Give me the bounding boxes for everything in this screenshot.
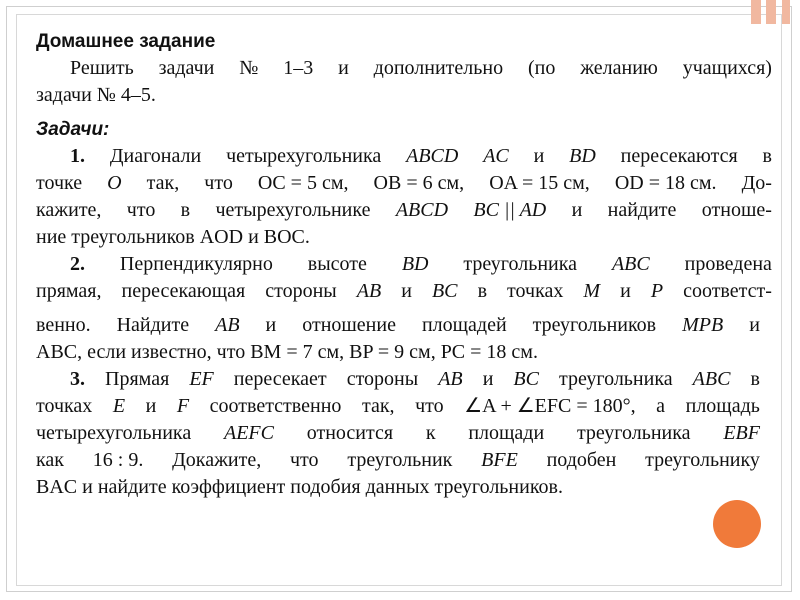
word: Докажите, [172, 449, 262, 471]
word: что [415, 395, 444, 417]
word: отноше- [701, 199, 772, 221]
word: стороны [265, 280, 337, 302]
word: проведена [684, 253, 772, 275]
word: 1–3 [283, 57, 314, 79]
word: OA = 15 см, [489, 172, 590, 194]
word: треугольнику [645, 449, 760, 471]
task3-line-2 [36, 393, 760, 420]
word: ∠A + ∠EFC = 180°, [464, 395, 636, 417]
word: что [290, 449, 319, 471]
task3-line-4 [36, 447, 760, 474]
word: BFE [481, 449, 518, 471]
word: венно. [36, 314, 91, 336]
word: пересекающая [121, 280, 246, 302]
word: ABC [692, 368, 731, 390]
scan-top [36, 28, 772, 316]
scan-bottom [36, 312, 760, 498]
word: треугольника [576, 422, 691, 444]
word: так, [361, 395, 395, 417]
word: и [338, 57, 349, 79]
word: точках [36, 395, 93, 417]
word: и [265, 314, 277, 336]
word: и [749, 314, 760, 336]
task2-line-1 [36, 251, 772, 278]
word: высоте [307, 253, 367, 275]
word: а [656, 395, 666, 417]
word: отношение [302, 314, 396, 336]
word: и [482, 368, 494, 390]
word: площадей [421, 314, 507, 336]
word: треугольника [559, 368, 673, 390]
word: До- [741, 172, 772, 194]
task2-line-3 [36, 312, 760, 339]
word: OC = 5 см, [257, 172, 349, 194]
word: BD [569, 145, 596, 167]
word: F [176, 395, 190, 417]
word: AC [483, 145, 509, 167]
task1-line-2 [36, 170, 772, 197]
task2-number: 2. [70, 253, 85, 275]
word: Диагонали [109, 145, 202, 167]
word: BD [401, 253, 429, 275]
word: как [36, 449, 65, 471]
word: соответст- [683, 280, 772, 302]
word: кажите, [36, 199, 102, 221]
word: точках [507, 280, 564, 302]
word: четырехугольнике [215, 199, 371, 221]
word: BC [431, 280, 458, 302]
word: ABCD [395, 199, 449, 221]
word: AB [356, 280, 382, 302]
task1-line-3 [36, 197, 772, 224]
homework-line-1 [36, 55, 772, 82]
word: стороны [346, 368, 419, 390]
word: найдите [607, 199, 677, 221]
homework-heading: Домашнее задание [36, 31, 216, 52]
task1-number: 1. [70, 145, 85, 167]
word: прямая, [36, 280, 102, 302]
word: так, [146, 172, 180, 194]
decor-stripe [766, 0, 776, 24]
word: желанию [580, 57, 658, 79]
word: треугольник [347, 449, 453, 471]
word: EF [189, 368, 214, 390]
word: и [620, 280, 631, 302]
word: EBF [723, 422, 760, 444]
word: задачи [158, 57, 215, 79]
task1-line-1 [36, 143, 772, 170]
word: дополнительно [373, 57, 504, 79]
task3-number: 3. [70, 368, 85, 390]
word: (по [527, 57, 556, 79]
word: площади [468, 422, 545, 444]
decor-stripe [782, 0, 790, 24]
task2-line-4: ABC, если известно, что BM = 7 см, BP = 9 см, PC = 18 см. [36, 341, 538, 363]
word: относится [306, 422, 394, 444]
word: подобен [546, 449, 617, 471]
decor-circle [713, 500, 761, 548]
word: точке [36, 172, 83, 194]
word: AEFC [223, 422, 274, 444]
task2-line-2 [36, 278, 772, 305]
task1-line-4: ние треугольников AOD и BOC. [36, 226, 310, 248]
word: AB [438, 368, 463, 390]
word: № [239, 57, 259, 79]
word: соответственно [209, 395, 342, 417]
word: Прямая [105, 368, 170, 390]
word: учащихся) [682, 57, 772, 79]
word: и [145, 395, 157, 417]
word: ABC [611, 253, 650, 275]
word: в [762, 145, 772, 167]
word: в [180, 199, 191, 221]
word: четырехугольника [36, 422, 192, 444]
word: BC || AD [473, 199, 547, 221]
word: ABCD [406, 145, 459, 167]
word: и [401, 280, 412, 302]
word: OB = 6 см, [373, 172, 465, 194]
word: P [650, 280, 664, 302]
homework-line-2: задачи № 4–5. [36, 84, 156, 106]
word: M [583, 280, 601, 302]
word: что [204, 172, 233, 194]
word: Перпендикулярно [119, 253, 273, 275]
word: в [750, 368, 760, 390]
decor-stripe [751, 0, 761, 24]
word: AB [215, 314, 240, 336]
task3-line-5: BAC и найдите коэффициент подобия данных треугольников. [36, 476, 563, 498]
word: пересекает [233, 368, 327, 390]
tasks-heading: Задачи: [36, 119, 110, 140]
word: MPB [682, 314, 724, 336]
word: треугольника [463, 253, 578, 275]
word: O [107, 172, 122, 194]
word: в [477, 280, 488, 302]
task3-line-1 [36, 366, 760, 393]
word: 16 : 9. [92, 449, 144, 471]
word: к [425, 422, 436, 444]
word: площадь [685, 395, 760, 417]
task3-line-3 [36, 420, 760, 447]
word: и [571, 199, 583, 221]
word: пересекаются [620, 145, 738, 167]
word: E [112, 395, 126, 417]
word: Найдите [116, 314, 190, 336]
word: OD = 18 см. [614, 172, 717, 194]
word: четырехугольника [226, 145, 382, 167]
word: треугольников [532, 314, 657, 336]
word: и [533, 145, 545, 167]
word: что [126, 199, 156, 221]
word: BC [513, 368, 539, 390]
word: Решить [70, 57, 134, 79]
